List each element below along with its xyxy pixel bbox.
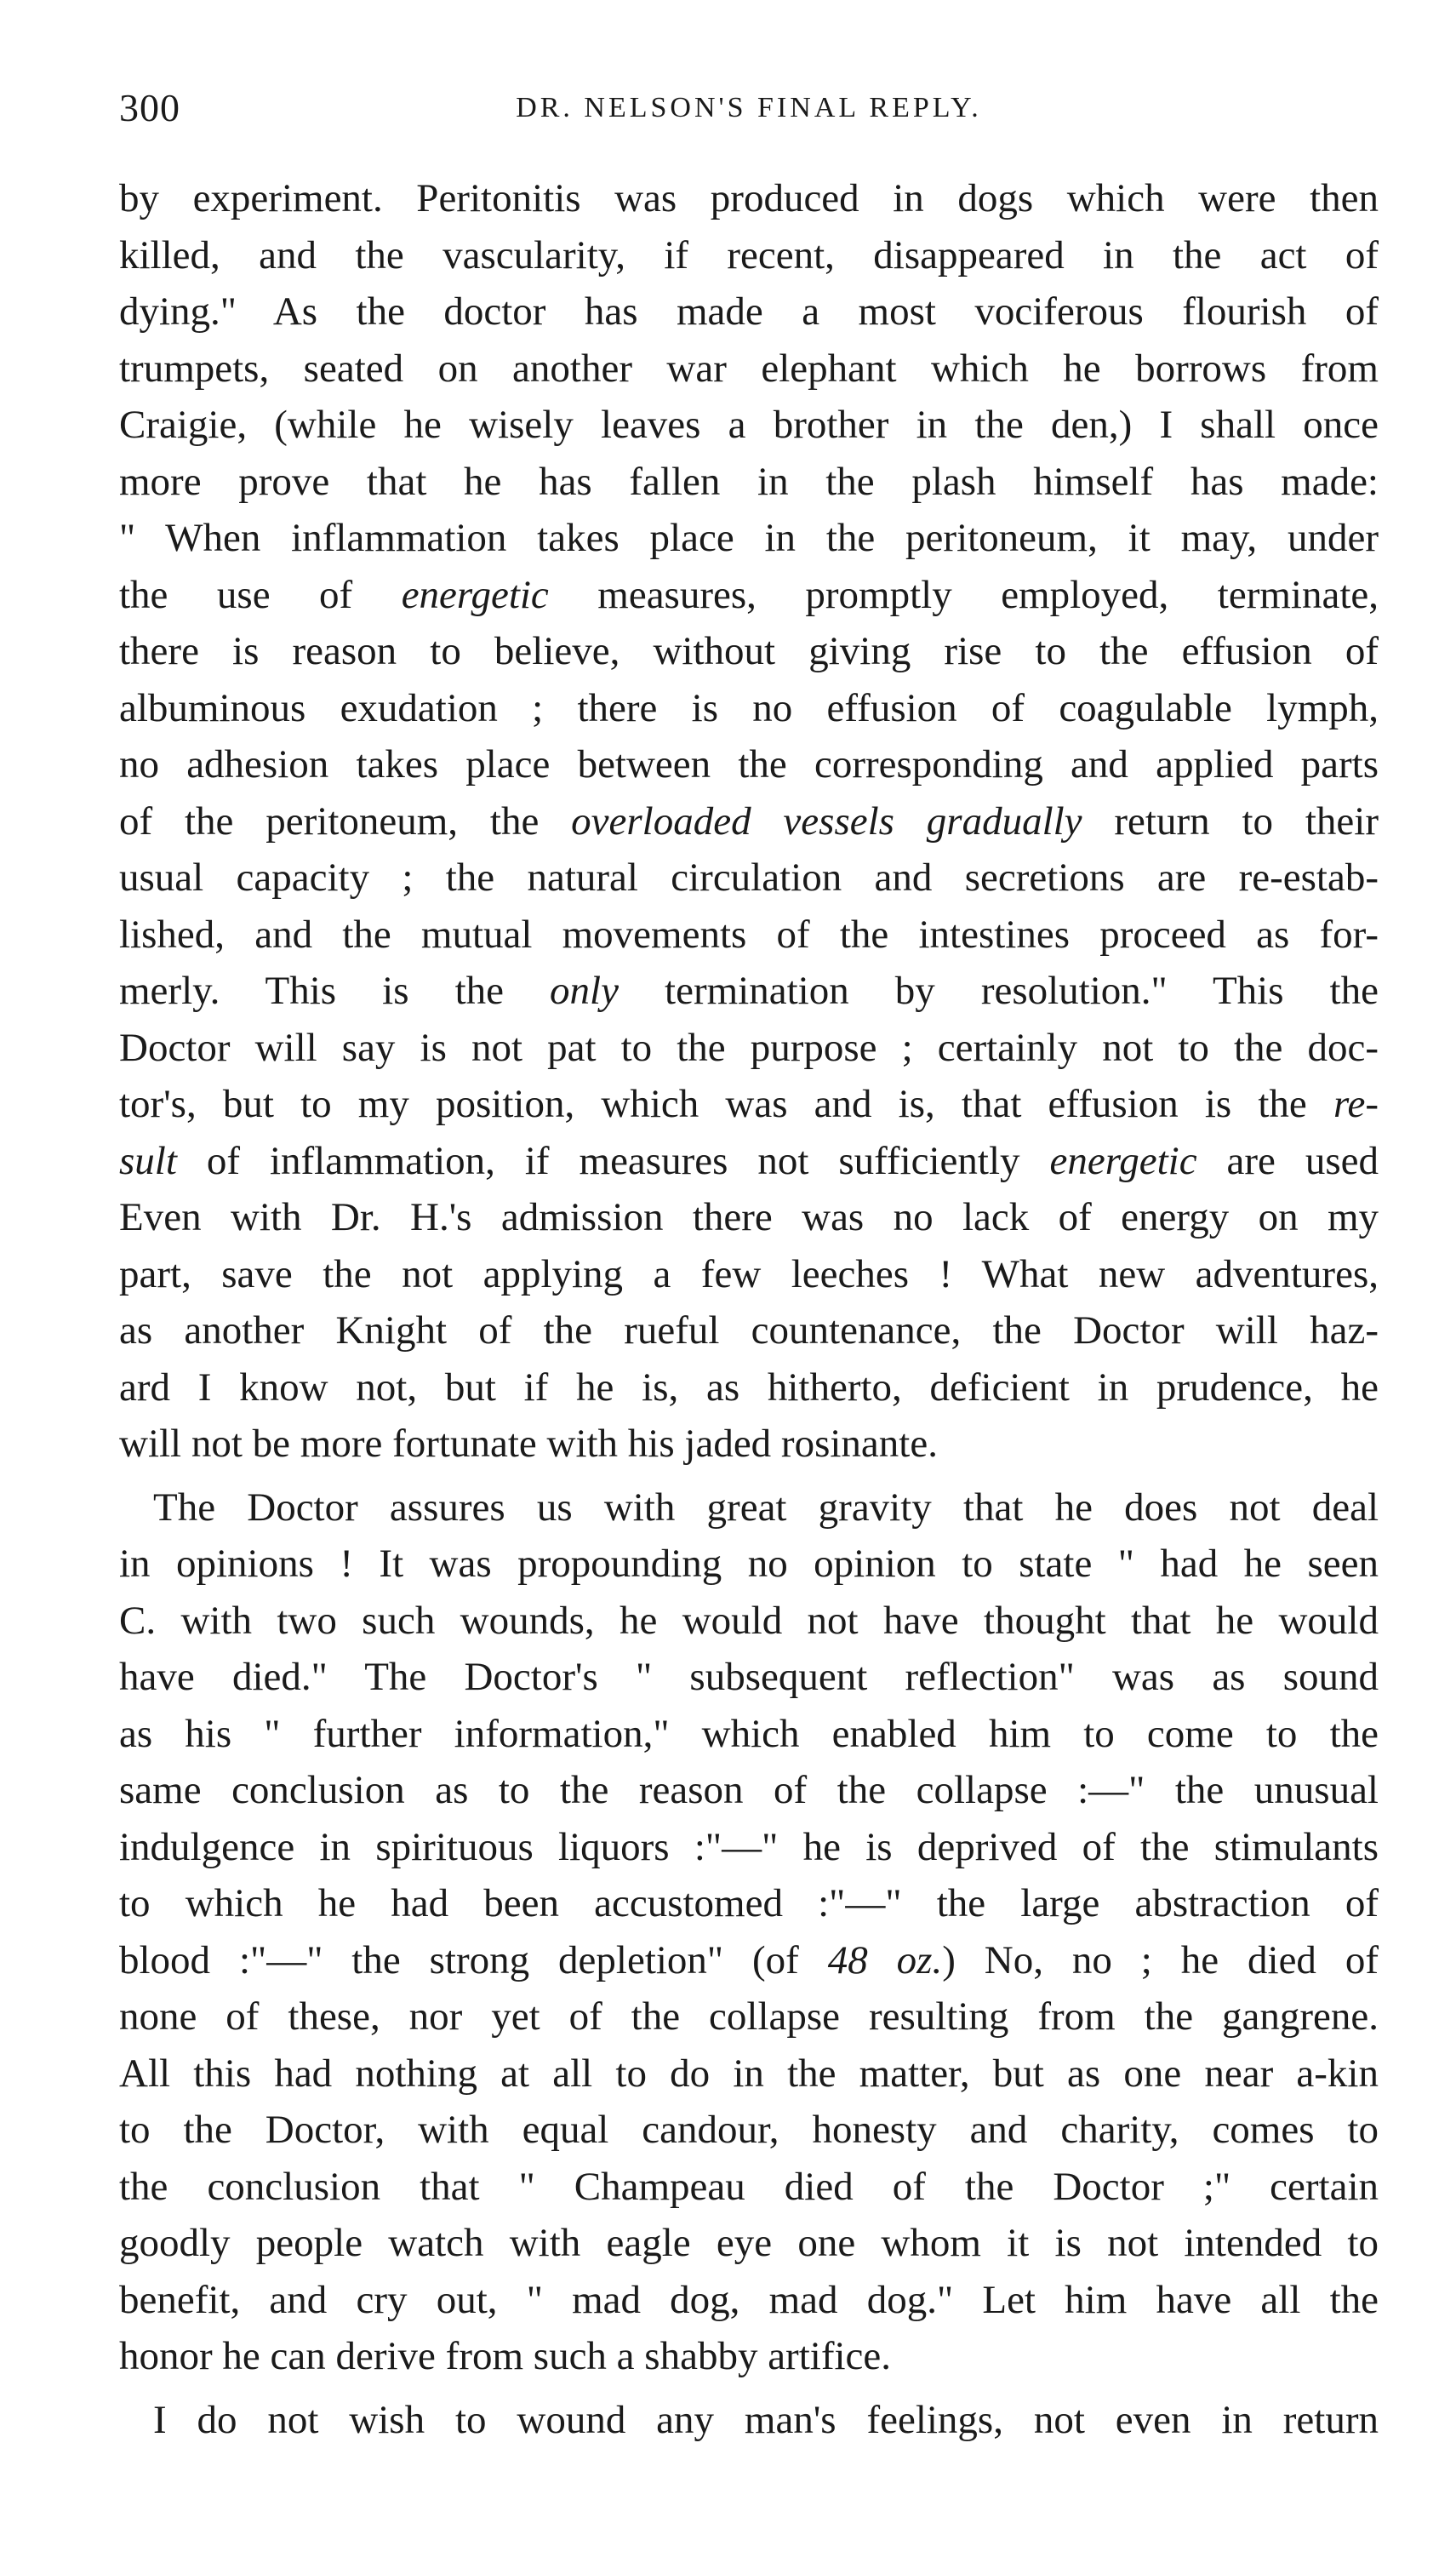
text-line: same conclusion as to the reason of the collapse :—" the unusual bbox=[119, 1768, 1379, 1812]
text-line: to the Doctor, with equal candour, honesty and charity, comes to bbox=[119, 2108, 1379, 2152]
text-line: trumpets, seated on another war elephant which he borrows from bbox=[119, 346, 1379, 391]
text-line: lished, and the mutual movements of the intestines proceed as for- bbox=[119, 912, 1379, 957]
page-number: 300 bbox=[119, 86, 180, 129]
body-text bbox=[119, 170, 1379, 2448]
text-line: tor's, but to my position, which was and is, that effusion is the re- bbox=[119, 1082, 1379, 1126]
text-line: sult of inflammation, if measures not sufficiently energetic are used bbox=[119, 1138, 1379, 1183]
text-line: of the peritoneum, the overloaded vessels gradually return to their bbox=[119, 798, 1379, 844]
text-line: Doctor will say is not pat to the purpose ; certainly not to the doc- bbox=[119, 1025, 1379, 1070]
text-line: more prove that he has fallen in the plash himself has made: bbox=[119, 459, 1379, 504]
text-line: the conclusion that " Champeau died of the Doctor ;" certain bbox=[119, 2164, 1379, 2209]
text-line: ard I know not, but if he is, as hitherto, deficient in prudence, he bbox=[119, 1364, 1379, 1410]
text-line: merly. This is the only termination by resolution." This the bbox=[119, 969, 1379, 1013]
text-line: goodly people watch with eagle eye one whom it is not intended to bbox=[119, 2221, 1379, 2265]
text-line: benefit, and cry out, " mad dog, mad dog." Let him have all the bbox=[119, 2277, 1379, 2322]
text-line: as his " further information," which enabled him to come to the bbox=[119, 1711, 1379, 1756]
text-line: albuminous exudation ; there is no effusion of coagulable lymph, bbox=[119, 685, 1379, 730]
paragraph bbox=[119, 1479, 1379, 2385]
text-line: Even with Dr. H.'s admission there was no lack of energy on my bbox=[119, 1195, 1379, 1239]
text-line: indulgence in spirituous liquors :"—" he is deprived of the stimulants bbox=[119, 1824, 1379, 1869]
text-line: have died." The Doctor's " subsequent reflection" was as sound bbox=[119, 1655, 1379, 1699]
text-line: to which he had been accustomed :"—" the large abstraction of bbox=[119, 1881, 1379, 1925]
text-line: the use of energetic measures, promptly employed, terminate, bbox=[119, 572, 1379, 617]
text-line: none of these, nor yet of the collapse resulting from the gangrene. bbox=[119, 1994, 1379, 2039]
paragraph bbox=[119, 170, 1379, 1473]
running-head: DR. NELSON'S FINAL REPLY. bbox=[516, 92, 982, 123]
text-line: by experiment. Peritonitis was produced in dogs which were then bbox=[119, 176, 1379, 220]
text-line: dying." As the doctor has made a most vociferous flourish of bbox=[119, 289, 1379, 334]
text-line: will not be more fortunate with his jaded rosinante. bbox=[119, 1422, 938, 1466]
text-line: honor he can derive from such a shabby artifice. bbox=[119, 2334, 891, 2378]
text-line: part, save the not applying a few leeches ! What new adventures, bbox=[119, 1251, 1379, 1296]
text-line: C. with two such wounds, he would not have thought that he would bbox=[119, 1598, 1379, 1643]
text-line: " When inflammation takes place in the peritoneum, it may, under bbox=[119, 516, 1379, 560]
text-line: as another Knight of the rueful countenance, the Doctor will haz- bbox=[119, 1308, 1379, 1353]
text-line: The Doctor assures us with great gravity that he does not deal bbox=[153, 1485, 1379, 1530]
page-header bbox=[119, 78, 1379, 138]
text-line: in opinions ! It was propounding no opinion to state " had he seen bbox=[119, 1542, 1379, 1586]
text-line: blood :"—" the strong depletion" (of 48 oz.) No, no ; he died of bbox=[119, 1937, 1379, 1982]
text-line: Craigie, (while he wisely leaves a brother in the den,) I shall once bbox=[119, 403, 1379, 447]
text-line: there is reason to believe, without giving rise to the effusion of bbox=[119, 629, 1379, 673]
text-line: usual capacity ; the natural circulation and secretions are re-estab- bbox=[119, 855, 1379, 900]
text-line: no adhesion takes place between the corresponding and applied parts bbox=[119, 742, 1379, 787]
text-line: I do not wish to wound any man's feelings, not even in return bbox=[153, 2397, 1379, 2442]
text-line: killed, and the vascularity, if recent, disappeared in the act of bbox=[119, 232, 1379, 277]
text-line: All this had nothing at all to do in the matter, but as one near a-kin bbox=[119, 2051, 1379, 2096]
paragraph bbox=[119, 2392, 1379, 2449]
